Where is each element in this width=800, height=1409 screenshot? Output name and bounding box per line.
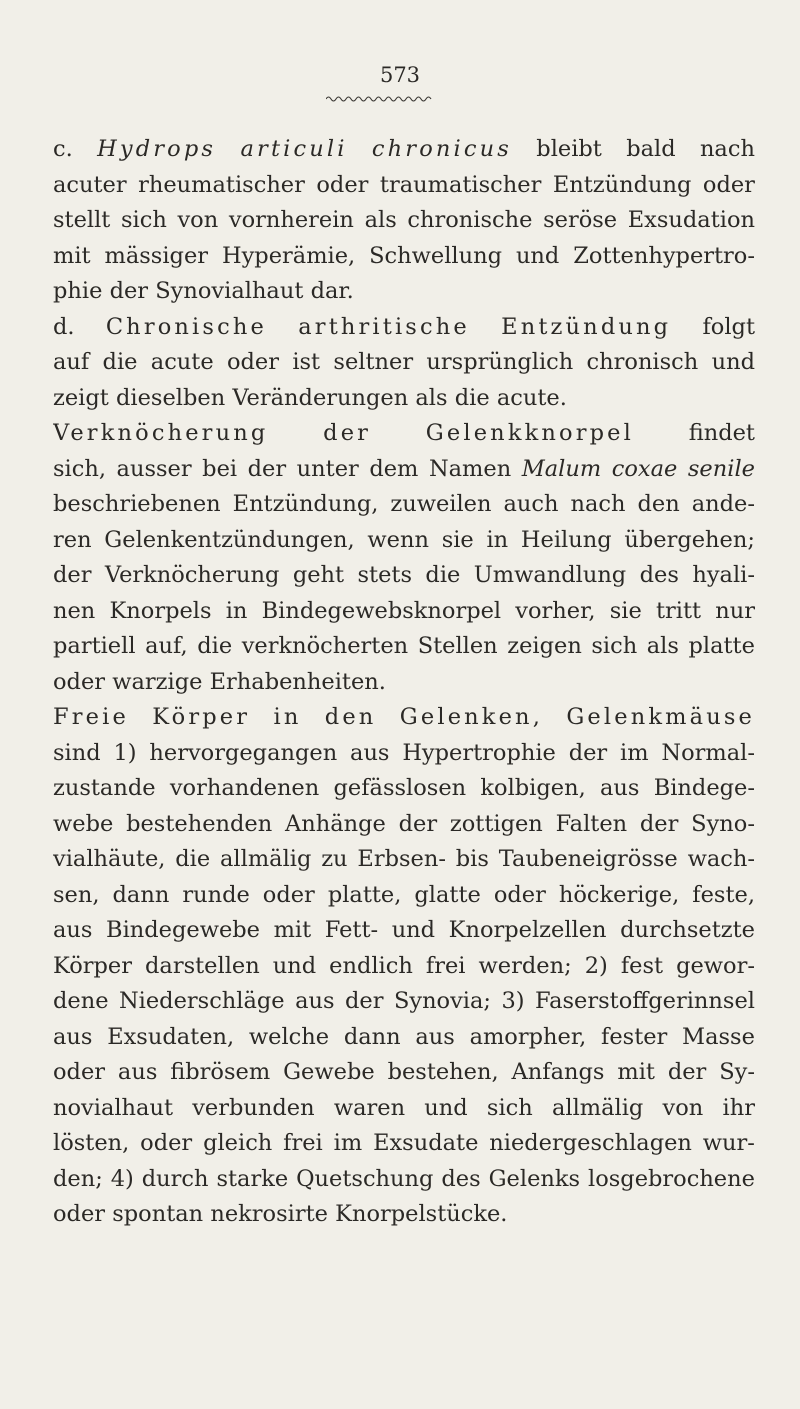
word: der — [323, 420, 372, 446]
word: nach — [570, 491, 626, 517]
word: Gelenkmäuse — [566, 704, 755, 730]
word: bei — [202, 455, 238, 482]
word: frei — [283, 1130, 323, 1156]
word: Bindegewebe — [106, 917, 260, 943]
word: Hyperämie, — [221, 242, 356, 269]
word: oder — [262, 881, 315, 908]
word: verbunden — [192, 1094, 315, 1121]
word: auf — [53, 349, 90, 375]
word: traumatischer — [379, 171, 542, 198]
word: ursprünglich — [426, 349, 574, 375]
word: chronisch — [586, 349, 699, 375]
word: bis — [455, 846, 489, 872]
text-line — [53, 1020, 755, 1056]
word: oder — [53, 668, 106, 695]
word: 2) — [584, 952, 608, 979]
text-line — [53, 310, 755, 346]
word: hervorgegangen — [149, 739, 338, 766]
word: Heilung — [520, 526, 612, 553]
word: Faserstoffgerinnsel — [535, 988, 755, 1014]
word: wenn — [367, 526, 429, 553]
word: mit — [53, 242, 91, 269]
word: aus — [350, 739, 390, 766]
word: sich, — [53, 455, 106, 482]
word: nekrosirte — [210, 1201, 328, 1227]
word: lösten, — [53, 1130, 130, 1156]
word: sen, — [53, 881, 100, 908]
word: senile — [687, 455, 755, 482]
text-line — [53, 629, 755, 665]
word: ande- — [691, 491, 755, 517]
word: Bindegewebsknorpel — [261, 597, 502, 624]
word: seröse — [543, 207, 618, 233]
word: höckerige, — [558, 881, 680, 908]
word: findet — [688, 420, 755, 446]
word: zottigen — [449, 810, 543, 837]
word: sind — [53, 739, 101, 766]
text-line — [53, 984, 755, 1020]
word: Anfangs — [511, 1059, 605, 1085]
word: den; — [53, 1165, 103, 1192]
text-line — [53, 700, 755, 736]
word: chronicus — [371, 136, 512, 162]
word: platte, — [327, 881, 402, 908]
word: Synovialhaut — [155, 278, 304, 304]
text-line — [53, 878, 755, 914]
word: der — [398, 810, 438, 837]
word: und — [711, 349, 755, 375]
word: die — [454, 384, 490, 411]
word: Verknöcherung — [53, 420, 269, 446]
word: dieselben — [116, 384, 226, 411]
word: Knorpels — [109, 597, 212, 624]
word: vornherein — [228, 207, 354, 233]
text-line — [53, 416, 755, 452]
word: oder — [140, 1130, 193, 1156]
word: der — [247, 455, 287, 482]
word: Erbsen- — [357, 846, 446, 872]
word: phie — [53, 278, 103, 304]
word: fest — [620, 952, 664, 979]
word: bleibt — [536, 136, 602, 162]
word: oder — [316, 171, 369, 198]
word: als — [364, 207, 397, 233]
word: zeigen — [507, 633, 582, 659]
word: durchsetzte — [620, 917, 755, 943]
word: allmälig — [220, 846, 312, 872]
text-line — [53, 842, 755, 878]
text-line — [53, 523, 755, 559]
word: ihr — [722, 1094, 755, 1121]
word: aus — [117, 1059, 158, 1085]
word: Verknöcherung — [104, 562, 280, 588]
word: vorher, — [515, 597, 596, 624]
word: oder — [53, 1201, 106, 1227]
word: ist — [292, 349, 321, 375]
word: vorhandenen — [169, 775, 320, 801]
word: dar. — [310, 278, 354, 304]
word: Gelenkknorpel — [425, 420, 634, 446]
word: dene — [53, 988, 109, 1014]
word: sich — [591, 633, 638, 659]
word: Namen — [428, 455, 512, 482]
word: der — [345, 988, 384, 1014]
body-text — [53, 132, 755, 1233]
word: 3) — [501, 988, 525, 1014]
word: der — [667, 1059, 707, 1085]
word: auch — [503, 491, 559, 517]
word: hyali- — [692, 562, 755, 588]
text-line — [53, 168, 755, 204]
word: der — [53, 562, 92, 588]
word: bald — [626, 136, 676, 162]
text-line — [53, 1091, 755, 1127]
page-number: 573 — [379, 63, 421, 87]
word: vialhäute, — [53, 846, 166, 872]
word: Syno- — [691, 810, 755, 837]
word: Synovia; — [393, 988, 492, 1014]
word: rheumatischer — [138, 171, 305, 198]
word: oder — [702, 171, 755, 198]
word: wach- — [687, 846, 755, 872]
text-line — [53, 1162, 755, 1198]
word: mit — [617, 1059, 655, 1085]
text-line — [53, 132, 755, 168]
word: aus — [295, 988, 335, 1014]
word: geht — [292, 562, 345, 588]
word: auf, — [145, 633, 188, 659]
text-line — [53, 452, 755, 488]
word: als — [415, 384, 448, 411]
word: gewor- — [676, 952, 755, 979]
word: Zottenhypertro- — [573, 242, 755, 269]
word: den — [324, 704, 377, 730]
word: nach — [699, 136, 755, 162]
word: beschriebenen — [53, 491, 221, 517]
word: Erhabenheiten. — [209, 668, 386, 695]
word: runde — [182, 881, 250, 908]
text-line — [53, 949, 755, 985]
word: allmälig — [551, 1094, 644, 1121]
word: dann — [343, 1023, 401, 1050]
word: sie — [609, 597, 642, 624]
word: Schwellung — [369, 242, 502, 269]
word: mit — [273, 917, 312, 943]
word: Entzündung — [501, 313, 672, 340]
word: mässiger — [104, 242, 209, 269]
text-line — [53, 487, 755, 523]
word: Hypertrophie — [402, 739, 556, 766]
word: platte — [688, 633, 755, 659]
word: niedergeschlagen — [489, 1130, 692, 1156]
word: endlich — [329, 952, 413, 979]
word: acute. — [496, 384, 567, 411]
word: bestehen, — [387, 1059, 499, 1085]
word: ren — [53, 526, 92, 553]
word: chronische — [407, 207, 533, 233]
word: Gelenks — [488, 1165, 581, 1192]
word: darstellen — [145, 952, 260, 979]
word: die — [197, 633, 233, 659]
word: starke — [216, 1165, 289, 1192]
word: gleich — [203, 1130, 273, 1156]
word: verknöcherten — [241, 633, 409, 659]
word: aus — [53, 1023, 93, 1050]
word: partiell — [53, 633, 136, 659]
word: unter — [296, 455, 359, 482]
word: die — [102, 349, 138, 375]
word: den — [637, 491, 680, 517]
text-line — [53, 558, 755, 594]
word: Fett- — [324, 917, 379, 943]
word: nen — [53, 597, 96, 624]
word: die — [175, 846, 211, 872]
text-line — [53, 913, 755, 949]
word: Malum — [521, 455, 602, 482]
word: im — [333, 1130, 363, 1156]
word: in — [273, 704, 302, 730]
word: feste, — [692, 881, 755, 908]
word: als — [646, 633, 679, 659]
text-line — [53, 274, 755, 310]
word: und — [391, 917, 436, 943]
word: Masse — [682, 1023, 755, 1050]
word: zu — [321, 846, 348, 872]
text-line — [53, 203, 755, 239]
word: seltner — [333, 349, 414, 375]
word: Veränderungen — [232, 384, 409, 411]
word: Knorpelzellen — [448, 917, 607, 943]
word: Gelenken, — [399, 704, 543, 730]
word: wur- — [702, 1130, 755, 1156]
word: von — [662, 1094, 704, 1121]
word: 1) — [113, 739, 137, 766]
word: und — [515, 242, 560, 269]
word: stellt — [53, 207, 111, 233]
word: des — [441, 1165, 481, 1192]
word: und — [424, 1094, 468, 1121]
word: dann — [112, 881, 170, 908]
text-line — [53, 345, 755, 381]
word: d. — [53, 313, 75, 340]
word: 4) — [110, 1165, 134, 1192]
word: zeigt — [53, 384, 109, 411]
word: tritt — [655, 597, 702, 624]
word: Falten — [555, 810, 628, 837]
word: Exsudaten, — [107, 1023, 235, 1050]
word: glatte — [414, 881, 481, 908]
word: amorpher, — [469, 1023, 587, 1050]
word: Entzündung — [552, 171, 692, 198]
word: Freie — [53, 704, 129, 730]
word: folgt — [702, 313, 755, 340]
word: des — [639, 562, 679, 588]
text-line — [53, 736, 755, 772]
word: nur — [715, 597, 755, 624]
word: Körper — [152, 704, 251, 730]
word: articuli — [240, 136, 348, 162]
word: webe — [53, 810, 114, 837]
word: in — [225, 597, 248, 624]
word: sie — [441, 526, 474, 553]
word: Quetschung — [296, 1165, 434, 1192]
word: Gewebe — [283, 1059, 375, 1085]
text-line — [53, 381, 755, 417]
word: c. — [53, 136, 73, 162]
word: aus — [53, 917, 93, 943]
word: coxae — [611, 455, 678, 482]
word: Bindege- — [653, 775, 755, 801]
word: Niederschläge — [118, 988, 285, 1014]
word: die — [425, 562, 461, 588]
wavy-rule-ornament — [326, 94, 432, 104]
text-line — [53, 239, 755, 275]
word: welche — [248, 1023, 330, 1050]
word: kolbigen, — [480, 775, 586, 801]
word: oder — [226, 349, 279, 375]
word: aus — [415, 1023, 455, 1050]
word: sich — [120, 207, 167, 233]
word: fibrösem — [170, 1059, 271, 1085]
word: der — [639, 810, 679, 837]
word: sich — [486, 1094, 533, 1121]
word: warzige — [112, 668, 203, 695]
word: zuweilen — [390, 491, 492, 517]
text-line — [53, 1126, 755, 1162]
word: ausser — [116, 455, 192, 482]
word: von — [177, 207, 219, 233]
word: Exsudate — [373, 1130, 479, 1156]
word: Körper — [53, 952, 132, 979]
word: Exsudation — [627, 207, 755, 233]
word: novialhaut — [53, 1094, 173, 1121]
word: bestehenden — [126, 810, 273, 837]
word: Sy- — [719, 1059, 755, 1085]
word: der — [109, 278, 149, 304]
word: Umwandlung — [473, 562, 627, 588]
word: übergehen; — [624, 526, 755, 553]
word: Chronische — [105, 313, 267, 340]
word: im — [620, 739, 649, 766]
word: acuter — [53, 171, 127, 198]
word: Stellen — [417, 633, 498, 659]
word: in — [486, 526, 509, 553]
word: und — [272, 952, 317, 979]
word: Gelenkentzündungen, — [104, 526, 355, 553]
word: aus — [600, 775, 640, 801]
text-line — [53, 1197, 755, 1233]
word: stets — [357, 562, 412, 588]
word: werden; — [478, 952, 572, 979]
word: zustande — [53, 775, 156, 801]
word: dem — [369, 455, 419, 482]
word: Knorpelstücke. — [335, 1201, 508, 1227]
word: durch — [141, 1165, 209, 1192]
word: Anhänge — [285, 810, 386, 837]
word: der — [568, 739, 608, 766]
word: losgebrochene — [588, 1165, 755, 1192]
word: oder — [493, 881, 546, 908]
word: oder — [53, 1059, 106, 1085]
word: Taubeneigrösse — [498, 846, 678, 872]
text-line — [53, 807, 755, 843]
text-line — [53, 665, 755, 701]
word: fester — [601, 1023, 668, 1050]
text-line — [53, 1055, 755, 1091]
word: spontan — [112, 1201, 204, 1227]
word: Hydrops — [97, 136, 217, 162]
word: gefässlosen — [333, 775, 467, 801]
text-line — [53, 771, 755, 807]
word: Normal- — [661, 739, 755, 766]
word: waren — [333, 1094, 406, 1121]
text-line — [53, 594, 755, 630]
word: Entzündung, — [232, 491, 379, 517]
word: arthritische — [298, 313, 470, 340]
word: frei — [425, 952, 466, 979]
word: acute — [150, 349, 214, 375]
